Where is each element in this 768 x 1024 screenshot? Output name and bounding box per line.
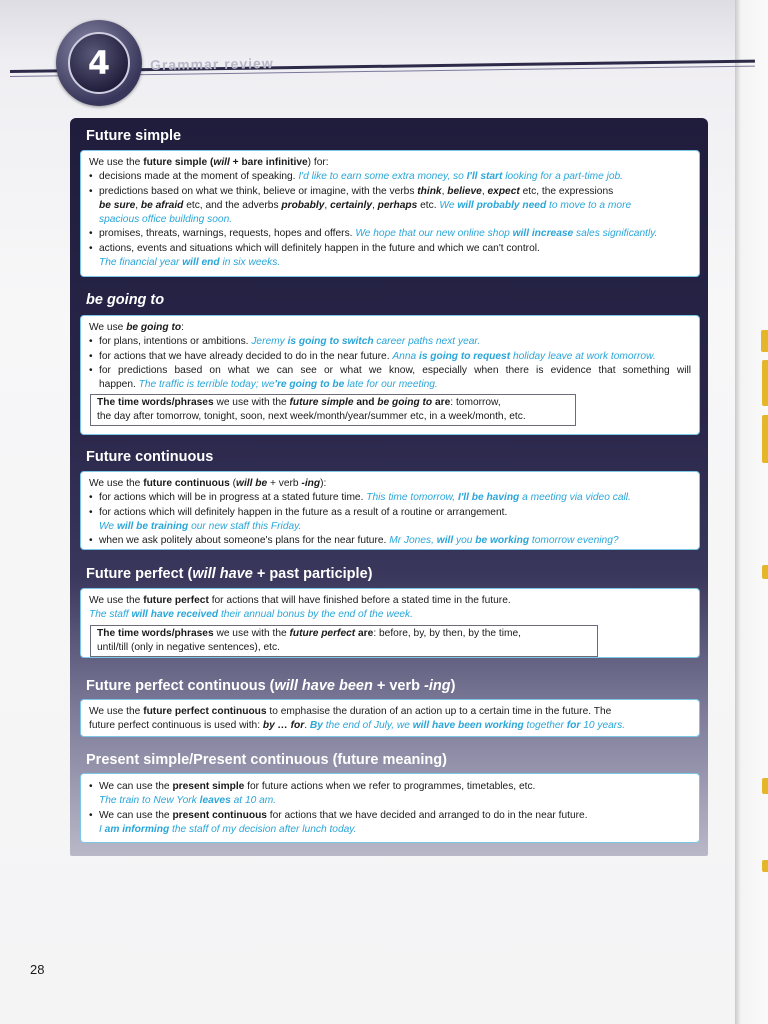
list-item: • for actions that we have already decided to do in the near future. Anna is going to request holiday leave at work tomorrow.	[89, 350, 691, 364]
present-simple-continuous-box	[80, 773, 700, 843]
list-item: • predictions based on what we think, believe or imagine, with the verbs think, believe, expect etc, the expressions	[89, 185, 691, 199]
time-words-box: The time words/phrases we use with the future simple and be going to are: tomorrow, the day after tomorrow, tonight, soon, next week/month/year/summer etc, in a week/month, etc.	[90, 394, 576, 426]
next-page-edge	[735, 0, 768, 1024]
edge-marker	[762, 565, 768, 579]
list-item: • when we ask politely about someone's plans for the near future. Mr Jones, will you be working tomorrow evening?	[89, 534, 691, 548]
future-simple-box	[80, 150, 700, 277]
unit-badge-inner	[68, 32, 130, 94]
edge-marker	[762, 778, 768, 794]
list-item: • We can use the present simple for future actions when we refer to programmes, timetables, etc.	[89, 780, 691, 794]
list-item: • promises, threats, warnings, requests, hopes and offers. We hope that our new online shop will increase sales significantly.	[89, 227, 691, 241]
fpc-line-2: future perfect continuous is used with: by … for. By the end of July, we will have been working together for 10 years.	[89, 720, 626, 732]
unit-title: Grammar review	[149, 55, 274, 73]
edge-marker	[762, 415, 768, 463]
example: I am informing the staff of my decision after lunch today.	[99, 823, 357, 835]
unit-badge	[56, 20, 142, 106]
list-item-cont: happen. The traffic is terrible today; we're going to be late for our meeting.	[99, 379, 438, 391]
list-item: • for actions which will definitely happen in the future as a result of a routine or arrangement.	[89, 506, 691, 520]
list-item: • for plans, intentions or ambitions. Jeremy is going to switch career paths next year.	[89, 335, 691, 349]
future-perfect-box	[80, 588, 700, 658]
example: We will be training our new staff this Friday.	[99, 520, 302, 532]
edge-marker	[761, 330, 768, 352]
be-going-to-intro: We use be going to:	[89, 322, 184, 333]
list-item: • We can use the present continuous for actions that we have decided and arranged to do in the near future.	[89, 809, 691, 823]
example: The staff will have received their annual bonus by the end of the week.	[89, 609, 413, 621]
be-going-to-box	[80, 315, 700, 435]
future-simple-intro: We use the future simple (will + bare infinitive) for:	[89, 157, 329, 168]
section-title-be-going-to: be going to	[86, 292, 165, 308]
unit-number: 4	[87, 44, 111, 82]
list-item: • for predictions based on what we can see or what we know, especially when there is evidence that something will	[89, 364, 691, 378]
edge-marker	[762, 860, 768, 872]
list-item: • decisions made at the moment of speaking. I'd like to earn some extra money, so I'll start looking for a part-time job.	[89, 170, 691, 184]
list-item: • for actions which will be in progress at a stated future time. This time tomorrow, I'll be having a meeting via video call.	[89, 491, 691, 505]
section-title-present-simple-continuous: Present simple/Present continuous (future meaning)	[86, 752, 447, 768]
section-title-future-continuous: Future continuous	[86, 449, 214, 465]
page-number: 28	[30, 962, 45, 977]
fpc-line-1: We use the future perfect continuous to emphasise the duration of an action up to a certain time in the future. The	[89, 706, 612, 717]
example: The train to New York leaves at 10 am.	[99, 795, 277, 807]
future-perfect-intro: We use the future perfect for actions that will have finished before a stated time in the future.	[89, 595, 511, 606]
edge-marker	[762, 360, 768, 406]
example: The financial year will end in six weeks.	[99, 257, 281, 269]
section-title-future-perfect: Future perfect (will have + past participle)	[86, 566, 373, 582]
example-cont: spacious office building soon.	[99, 214, 233, 226]
time-words-box: The time words/phrases we use with the future perfect are: before, by, by then, by the time, until/till (only in negative sentences), etc.	[90, 625, 598, 657]
future-continuous-intro: We use the future continuous (will be + verb -ing):	[89, 478, 327, 489]
section-title-future-simple: Future simple	[86, 128, 182, 144]
future-continuous-box	[80, 471, 700, 550]
list-item-cont: be sure, be afraid etc, and the adverbs probably, certainly, perhaps etc. We will probably need to move to a more	[99, 199, 632, 211]
future-perfect-continuous-box	[80, 699, 700, 737]
section-title-future-perfect-continuous: Future perfect continuous (will have been + verb -ing)	[86, 678, 456, 694]
list-item: • actions, events and situations which will definitely happen in the future and which we can't control.	[89, 242, 691, 256]
